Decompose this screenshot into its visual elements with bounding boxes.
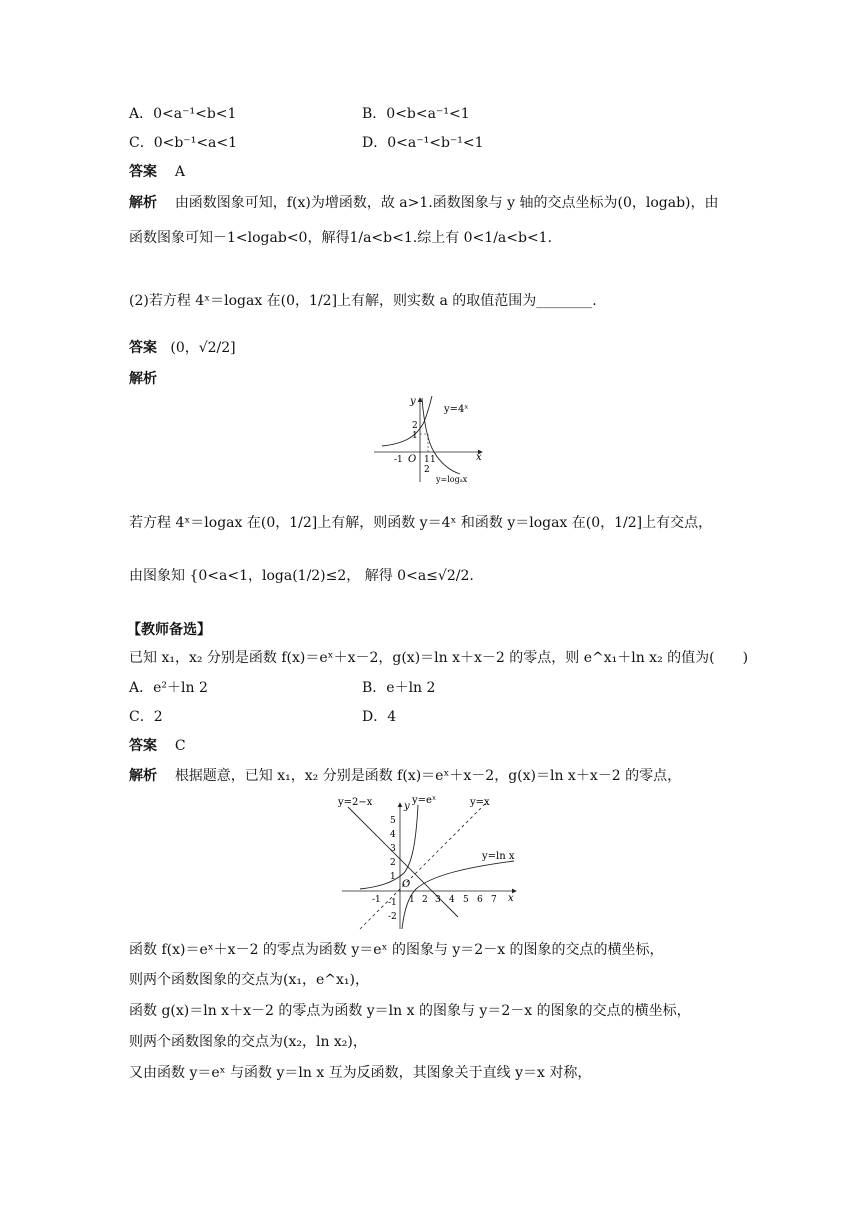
option-c: C．2 <box>129 709 163 725</box>
tick-x-2: 2 <box>422 895 428 905</box>
option-b: B．0<b<a⁻¹<1 <box>362 106 470 122</box>
analysis-text-7: 函数 g(x)＝ln x＋x－2 的零点为函数 y＝ln x 的图象与 y＝2－x 的图象的交点的横坐标， <box>129 1003 691 1019</box>
tick-y-2: 2 <box>390 858 396 868</box>
analysis-text-6: 则两个函数图象的交点为(x₁，e^x₁)， <box>129 972 369 988</box>
analysis-text: 根据题意，已知 x₁，x₂ 分别是函数 f(x)＝eˣ＋x－2，g(x)＝ln x＋x－2 的零点， <box>174 768 682 784</box>
tick-x-1: 1 <box>409 895 415 905</box>
tick-x-6: 6 <box>477 895 483 905</box>
label-origin: O <box>402 879 411 890</box>
answer-row-2 <box>129 338 236 358</box>
option-b: B．e＋ln 2 <box>362 680 436 696</box>
answer-value: A <box>174 164 185 180</box>
tick-x-neg1: -1 <box>372 895 381 905</box>
analysis-label: 解析 <box>129 768 157 784</box>
answer-value: (0，√2/2] <box>170 340 236 356</box>
curve-ln <box>402 861 514 929</box>
question-2-stem: (2)若方程 4ˣ＝logax 在(0，1/2]上有解，则实数 a 的取值范围为________. <box>129 293 597 309</box>
tick-x-neg1: -1 <box>394 455 403 465</box>
tick-x-1b: 1 <box>430 455 436 465</box>
analysis-text: 由函数图象可知，f(x)为增函数，故 a>1.函数图象与 y 轴的交点坐标为(0，logab)，由 <box>174 195 719 211</box>
tick-x-5: 5 <box>463 895 469 905</box>
option-a: A．e²＋ln 2 <box>129 680 208 696</box>
answer-label: 答案 <box>129 164 157 180</box>
answer-label: 答案 <box>129 340 157 356</box>
answer-value: C <box>174 738 186 754</box>
label-y-ln: y=ln x <box>482 851 515 862</box>
label-y-4x: y=4ˣ <box>444 404 469 415</box>
tick-y-neg2: -2 <box>388 912 397 922</box>
label-y-log: y=logₐx <box>436 475 468 484</box>
label-y: y <box>410 396 416 407</box>
tick-x-4: 4 <box>449 895 455 905</box>
option-a: A．0<a⁻¹<b<1 <box>129 106 237 122</box>
analysis-label: 解析 <box>129 195 157 211</box>
option-d: D．4 <box>362 709 397 725</box>
tick-y-2: 2 <box>412 421 418 431</box>
line-y-x <box>360 801 488 929</box>
question-3-stem: 已知 x₁，x₂ 分别是函数 f(x)＝eˣ＋x－2，g(x)＝ln x＋x－2 的零点，则 e^x₁＋ln x₂ 的值为( ) <box>129 650 749 666</box>
option-d: D．0<a⁻¹<b⁻¹<1 <box>362 135 484 151</box>
label-x: x <box>508 893 514 904</box>
analysis-text-2: 函数图象可知－1<logab<0，解得1/a<b<1.综上有 0<1/a<b<1. <box>129 230 553 246</box>
tick-y-neg1: -1 <box>388 898 397 908</box>
option-c: C．0<b⁻¹<a<1 <box>129 135 238 151</box>
tick-x-3: 3 <box>435 895 441 905</box>
tick-x-2: 2 <box>424 465 430 475</box>
label-y-exp: y=eˣ <box>412 795 437 806</box>
tick-x-1a: 1 <box>424 455 430 465</box>
tick-y-1: 1 <box>390 872 396 882</box>
tick-x-7: 7 <box>491 895 497 905</box>
label-y-x: y=x <box>470 797 490 808</box>
analysis-text-9: 又由函数 y＝eˣ 与函数 y＝ln x 互为反函数，其图象关于直线 y＝x 对称， <box>129 1065 592 1081</box>
curve-exp <box>360 805 418 889</box>
figure-exp-ln <box>338 793 528 933</box>
analysis-text-3: 若方程 4ˣ＝logax 在(0，1/2]上有解，则函数 y＝4ˣ 和函数 y＝logax 在(0，1/2]上有交点， <box>129 515 713 531</box>
answer-row-3 <box>129 736 186 756</box>
analysis-text-5: 函数 f(x)＝eˣ＋x－2 的零点为函数 y＝eˣ 的图象与 y＝2－x 的图象的交点的横坐标， <box>129 942 664 958</box>
analysis-text-4: 由图象知 {0<a<1，loga(1/2)≤2， 解得 0<a≤√2/2. <box>129 568 474 584</box>
tick-y-5: 5 <box>390 816 396 826</box>
tick-y-1: 1 <box>412 431 418 441</box>
analysis-row-3 <box>129 766 681 786</box>
answer-label: 答案 <box>129 738 157 754</box>
analysis-label-2: 解析 <box>129 371 157 387</box>
label-y: y <box>404 801 410 812</box>
section-title: 【教师备选】 <box>127 622 211 638</box>
analysis-text-8: 则两个函数图象的交点为(x₂，ln x₂)， <box>129 1034 367 1050</box>
tick-y-3: 3 <box>390 844 396 854</box>
figure-exp-log <box>372 394 492 488</box>
line-y-2-minus-x <box>348 807 458 917</box>
tick-y-4: 4 <box>390 830 396 840</box>
label-x: x <box>476 452 482 463</box>
answer-row <box>129 162 185 182</box>
label-origin: O <box>408 454 417 465</box>
label-y-2-minus-x: y=2−x <box>338 797 373 808</box>
analysis-row <box>129 193 719 213</box>
